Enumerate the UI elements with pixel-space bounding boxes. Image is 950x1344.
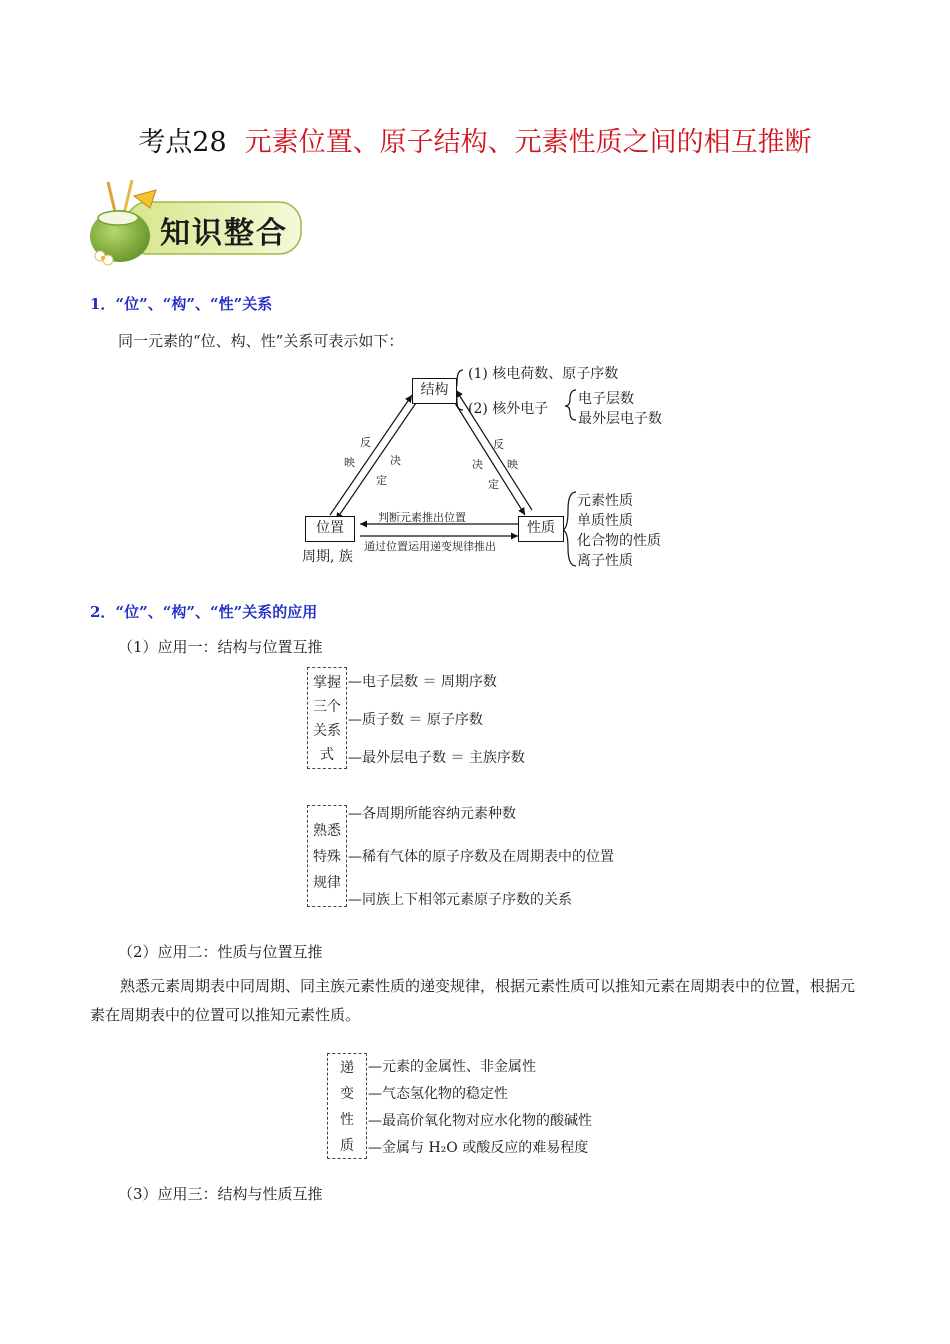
left-reflect-2: 映 bbox=[344, 456, 355, 469]
right-decide-1: 决 bbox=[472, 458, 483, 471]
box3-label-3: 性 bbox=[340, 1112, 354, 1128]
structure-node: 结构 bbox=[412, 378, 457, 404]
box3-item-3: —最高价氧化物对应水化物的酸碱性 bbox=[368, 1113, 592, 1129]
box2-item-3: —同族上下相邻元素原子序数的关系 bbox=[348, 892, 572, 908]
box2-label bbox=[307, 805, 347, 907]
box2-label-3: 规律 bbox=[313, 875, 341, 891]
box3-item-4: —金属与 H₂O 或酸反应的难易程度 bbox=[368, 1140, 589, 1156]
bottom-arrow-label: 通过位置运用递变规律推出 bbox=[364, 540, 496, 553]
title-main: 元素位置、原子结构、元素性质之间的相互推断 bbox=[244, 127, 812, 158]
property-item-3: 化合物的性质 bbox=[577, 533, 661, 549]
property-item-2: 单质性质 bbox=[577, 513, 633, 529]
electron-item-2: 最外层电子数 bbox=[578, 411, 662, 427]
property-item-4: 离子性质 bbox=[577, 553, 633, 569]
box3-item-1: —元素的金属性、非金属性 bbox=[368, 1059, 536, 1075]
box1-item-1: —电子层数 ＝ 周期序数 bbox=[348, 674, 497, 690]
box1-label-3: 关系 bbox=[313, 723, 341, 739]
box3-label-4: 质 bbox=[340, 1138, 354, 1154]
box3-label bbox=[327, 1053, 367, 1159]
right-decide-2: 定 bbox=[488, 478, 499, 491]
position-items: 周期, 族 bbox=[302, 549, 353, 565]
box2-item-2: —稀有气体的原子序数及在周期表中的位置 bbox=[348, 849, 614, 865]
box1-item-2: —质子数 ＝ 原子序数 bbox=[348, 712, 483, 728]
left-decide-1: 决 bbox=[390, 454, 401, 467]
box2-item-1: —各周期所能容纳元素种数 bbox=[348, 806, 516, 822]
electron-item-1: 电子层数 bbox=[578, 391, 634, 407]
box2-label-1: 熟悉 bbox=[313, 823, 341, 839]
left-reflect-1: 反 bbox=[360, 436, 371, 449]
box1-label-4: 式 bbox=[320, 747, 334, 763]
position-node: 位置 bbox=[305, 516, 355, 542]
box1-label-2: 三个 bbox=[313, 699, 341, 715]
top-arrow-label: 判断元素推出位置 bbox=[378, 511, 466, 524]
left-decide-2: 定 bbox=[376, 474, 387, 487]
box2-label-2: 特殊 bbox=[313, 849, 341, 865]
right-reflect-1: 反 bbox=[493, 438, 504, 451]
property-node: 性质 bbox=[518, 516, 564, 542]
page-title bbox=[0, 120, 950, 159]
box3-label-2: 变 bbox=[340, 1086, 354, 1102]
knowledge-banner bbox=[86, 178, 306, 268]
app1-heading: （1）应用一：结构与位置互推 bbox=[118, 638, 323, 656]
app3-heading: （3）应用三：结构与性质互推 bbox=[118, 1185, 323, 1203]
title-prefix: 考点28 bbox=[138, 127, 227, 158]
section1-intro: 同一元素的“位、构、性”关系可表示如下： bbox=[118, 332, 404, 350]
app2-heading: （2）应用二：性质与位置互推 bbox=[118, 943, 323, 961]
right-reflect-2: 映 bbox=[507, 458, 518, 471]
structure-item-2: (2) 核外电子 bbox=[468, 401, 549, 417]
section2-heading: 2．“位”、“构”、“性”关系的应用 bbox=[90, 603, 318, 621]
box1-label bbox=[307, 667, 347, 769]
box3-item-2: —气态氢化物的稳定性 bbox=[368, 1086, 508, 1102]
box1-label-1: 掌握 bbox=[313, 675, 341, 691]
app2-paragraph: 熟悉元素周期表中同周期、同主族元素性质的递变规律，根据元素性质可以推知元素在周期表中的位置，根据元素在周期表中的位置可以推知元素性质。 bbox=[90, 977, 856, 1024]
banner-text: 知识整合 bbox=[160, 216, 288, 251]
section1-heading: 1．“位”、“构”、“性”关系 bbox=[90, 295, 273, 313]
property-item-1: 元素性质 bbox=[577, 493, 633, 509]
box1-item-3: —最外层电子数 ＝ 主族序数 bbox=[348, 750, 525, 766]
box3-label-1: 递 bbox=[340, 1060, 354, 1076]
relation-diagram bbox=[300, 360, 700, 572]
structure-item-1: (1) 核电荷数、原子序数 bbox=[468, 366, 619, 382]
